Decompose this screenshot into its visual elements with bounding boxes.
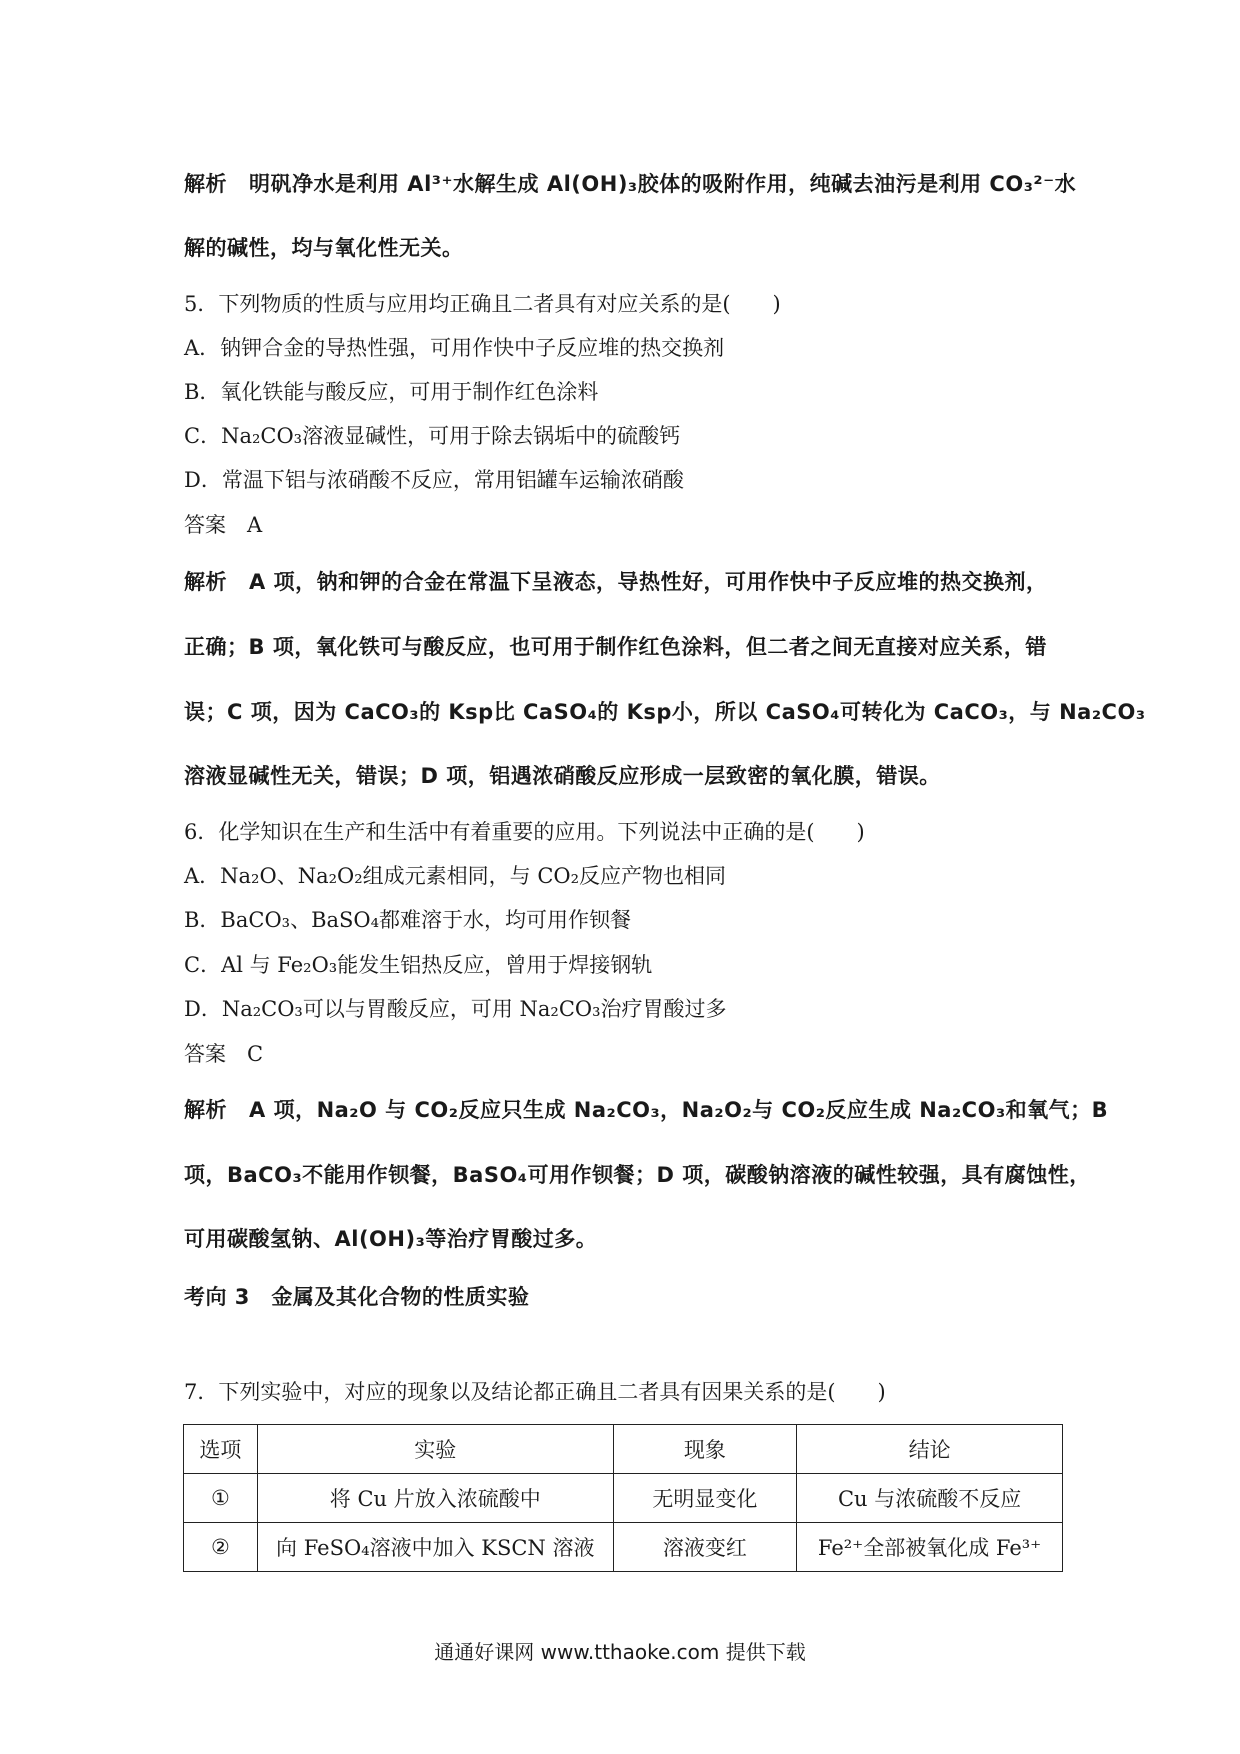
analysis-p1-line2: 解的碱性，均与氧化性无关。 <box>184 236 464 260</box>
q6-option-c: C．Al 与 Fe₂O₃能发生铝热反应，曾用于焊接钢轨 <box>184 953 653 977</box>
q5-analysis-label: 解析 <box>184 570 227 594</box>
header-option: 选项 <box>184 1425 258 1474</box>
q5-analysis-line3: 误；C 项，因为 CaCO₃的 Ksp比 CaSO₄的 Ksp小，所以 CaSO₄可转化为 CaCO₃，与 Na₂CO₃ <box>184 700 1146 724</box>
q6-option-d: D．Na₂CO₃可以与胃酸反应，可用 Na₂CO₃治疗胃酸过多 <box>184 997 727 1021</box>
q6-option-a: A．Na₂O、Na₂O₂组成元素相同，与 CO₂反应产物也相同 <box>184 864 727 888</box>
q6-analysis-label: 解析 <box>184 1098 227 1122</box>
q6-stem: 6．化学知识在生产和生活中有着重要的应用。下列说法中正确的是( ) <box>184 820 865 844</box>
header-phenomenon: 现象 <box>613 1425 797 1474</box>
cell-option: ① <box>184 1474 258 1523</box>
cell-phenomenon: 无明显变化 <box>613 1474 797 1523</box>
q7-table <box>183 1424 1063 1572</box>
header-experiment: 实验 <box>257 1425 613 1474</box>
q5-analysis-line2: 正确；B 项，氧化铁可与酸反应，也可用于制作红色涂料，但二者之间无直接对应关系，错 <box>184 635 1047 659</box>
q5-stem: 5．下列物质的性质与应用均正确且二者具有对应关系的是( ) <box>184 292 781 316</box>
cell-experiment: 向 FeSO₄溶液中加入 KSCN 溶液 <box>257 1523 613 1572</box>
q5-analysis-line4: 溶液显碱性无关，错误；D 项，铝遇浓硝酸反应形成一层致密的氧化膜，错误。 <box>184 764 941 788</box>
q5-analysis-text: A 项，钠和钾的合金在常温下呈液态，导热性好，可用作快中子反应堆的热交换剂， <box>249 570 1048 594</box>
q7-stem: 7．下列实验中，对应的现象以及结论都正确且二者具有因果关系的是( ) <box>184 1380 886 1404</box>
q6-answer: 答案 C <box>184 1042 264 1066</box>
q5-option-d: D．常温下铝与浓硝酸不反应，常用铝罐车运输浓硝酸 <box>184 468 684 492</box>
cell-option: ② <box>184 1523 258 1572</box>
q5-option-a: A．钠钾合金的导热性强，可用作快中子反应堆的热交换剂 <box>184 336 725 360</box>
table-row <box>184 1523 1063 1572</box>
q6-analysis-line3: 可用碳酸氢钠、Al(OH)₃等治疗胃酸过多。 <box>184 1227 598 1251</box>
q5-option-b: B．氧化铁能与酸反应，可用于制作红色涂料 <box>184 380 599 404</box>
section-heading: 考向 3 金属及其化合物的性质实验 <box>184 1285 530 1309</box>
q6-analysis-line1 <box>184 1098 1108 1123</box>
q6-analysis-line2: 项，BaCO₃不能用作钡餐，BaSO₄可用作钡餐；D 项，碳酸钠溶液的碱性较强，具有腐蚀性， <box>184 1163 1091 1187</box>
table-header-row <box>184 1425 1063 1474</box>
cell-conclusion: Fe²⁺全部被氧化成 Fe³⁺ <box>797 1523 1063 1572</box>
analysis-p1-line1 <box>184 172 1076 197</box>
header-conclusion: 结论 <box>797 1425 1063 1474</box>
q6-analysis-text: A 项，Na₂O 与 CO₂反应只生成 Na₂CO₃，Na₂O₂与 CO₂反应生成 Na₂CO₃和氧气；B <box>249 1098 1109 1122</box>
q5-answer: 答案 A <box>184 513 263 537</box>
table-row <box>184 1474 1063 1523</box>
cell-experiment: 将 Cu 片放入浓硫酸中 <box>257 1474 613 1523</box>
q5-option-c: C．Na₂CO₃溶液显碱性，可用于除去锅垢中的硫酸钙 <box>184 424 681 448</box>
cell-conclusion: Cu 与浓硫酸不反应 <box>797 1474 1063 1523</box>
cell-phenomenon: 溶液变红 <box>613 1523 797 1572</box>
analysis-label: 解析 <box>184 172 227 196</box>
analysis-text: 明矾净水是利用 Al³⁺水解生成 Al(OH)₃胶体的吸附作用，纯碱去油污是利用 CO₃²⁻水 <box>249 172 1077 196</box>
q6-option-b: B．BaCO₃、BaSO₄都难溶于水，均可用作钡餐 <box>184 908 632 932</box>
q5-analysis-line1 <box>184 570 1048 595</box>
footer-credit: 通通好课网 www.tthaoke.com 提供下载 <box>434 1640 806 1664</box>
